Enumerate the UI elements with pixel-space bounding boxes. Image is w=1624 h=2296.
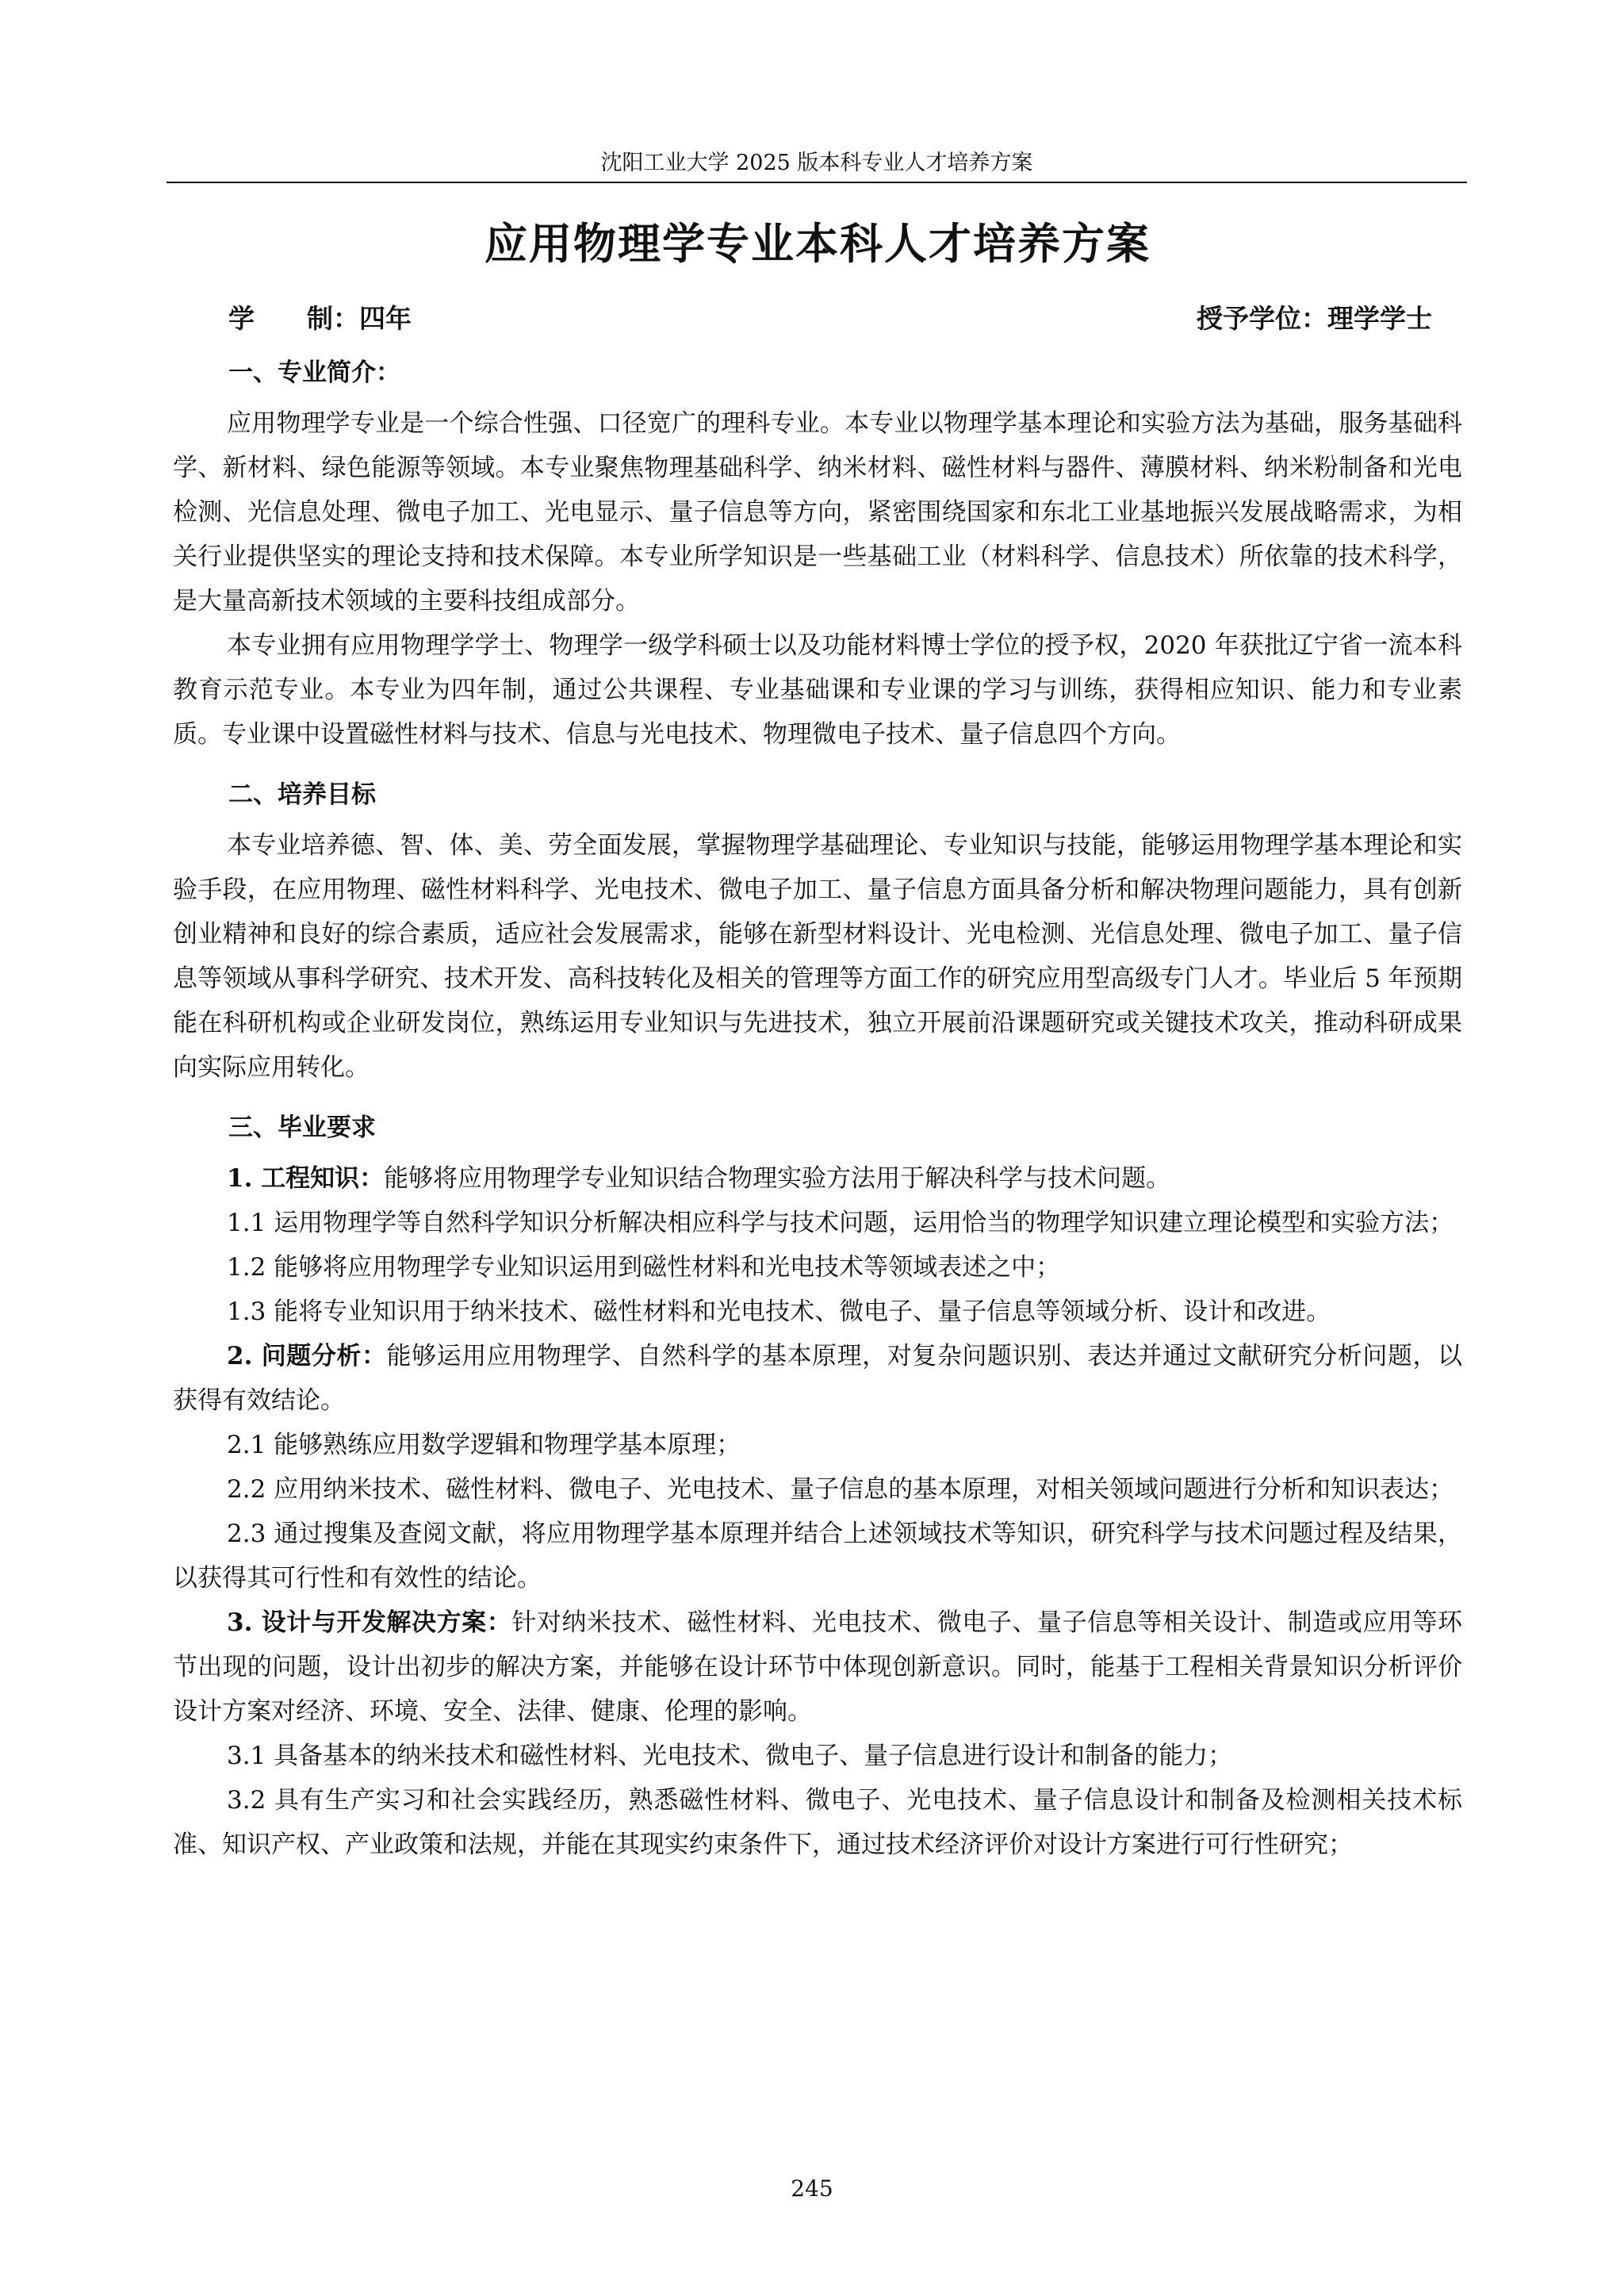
requirement-1-title: 1. 工程知识：	[227, 1164, 385, 1193]
page-content	[173, 208, 1462, 1867]
requirement-2-2: 2.2 应用纳米技术、磁性材料、微电子、光电技术、量子信息的基本原理，对相关领域问题进行分析和知识表达；	[227, 1475, 1454, 1504]
requirement-1-text: 能够将应用物理学专业知识结合物理实验方法用于解决科学与技术问题。	[384, 1164, 1171, 1193]
requirement-2	[173, 1334, 1462, 1423]
requirement-2-1: 2.1 能够熟练应用数学逻辑和物理学基本原理；	[227, 1431, 741, 1459]
spacer	[173, 757, 1462, 768]
intro-paragraph-1: 应用物理学专业是一个综合性强、口径宽广的理科专业。本专业以物理学基本理论和实验方法为基础，服务基础科学、新材料、绿色能源等领域。本专业聚焦物理基础科学、纳米材料、磁性材料与器件、薄膜材料、纳米粉制备和光电检测、光信息处理、微电子加工、光电显示、量子信息等方向，紧密围绕国家和东北工业基地振兴发展战略需求，为相关行业提供坚实的理论支持和技术保障。本专业所学知识是一些基础工业（材料科学、信息技术）所依靠的技术科学，是大量高新技术领域的主要科技组成部分。	[173, 409, 1462, 615]
page-title: 应用物理学专业本科人才培养方案	[485, 218, 1151, 269]
page-number: 245	[791, 2175, 833, 2202]
section-heading-goals: 二、培养目标	[228, 780, 376, 809]
program-meta	[173, 295, 1462, 343]
duration-label: 学 制：四年	[228, 303, 412, 334]
requirement-1-1: 1.1 运用物理学等自然科学知识分析解决相应科学与技术问题，运用恰当的物理学知识建立理论模型和实验方法；	[227, 1209, 1454, 1237]
spacer	[173, 1090, 1462, 1101]
requirement-1	[173, 1156, 1462, 1201]
requirement-2-title: 2. 问题分析：	[227, 1342, 387, 1370]
requirement-1-2: 1.2 能够将应用物理学专业知识运用到磁性材料和光电技术等领域表述之中；	[227, 1253, 1061, 1282]
intro-paragraph-2: 本专业拥有应用物理学学士、物理学一级学科硕士以及功能材料博士学位的授予权，2020 年获批辽宁省一流本科教育示范专业。本专业为四年制，通过公共课程、专业基础课和专业课的学习与训练，获得相应知识、能力和专业素质。专业课中设置磁性材料与技术、信息与光电技术、物理微电子技术、量子信息四个方向。	[173, 631, 1462, 749]
requirement-3-2: 3.2 具有生产实习和社会实践经历，熟悉磁性材料、微电子、光电技术、量子信息设计和制备及检测相关技术标准、知识产权、产业政策和法规，并能在其现实约束条件下，通过技术经济评价对设计方案进行可行性研究；	[173, 1786, 1462, 1859]
requirement-1-3: 1.3 能将专业知识用于纳米技术、磁性材料和光电技术、微电子、量子信息等领域分析、设计和改进。	[227, 1297, 1331, 1326]
requirement-2-text: 能够运用应用物理学、自然科学的基本原理，对复杂问题识别、表达并通过文献研究分析问题，以获得有效结论。	[173, 1342, 1462, 1415]
goals-paragraph: 本专业培养德、智、体、美、劳全面发展，掌握物理学基础理论、专业知识与技能，能够运用物理学基本理论和实验手段，在应用物理、磁性材料科学、光电技术、微电子加工、量子信息方面具备分析和解决物理问题能力，具有创新创业精神和良好的综合素质，适应社会发展需求，能够在新型材料设计、光电检测、光信息处理、微电子加工、量子信息等领域从事科学研究、技术开发、高科技转化及相关的管理等方面工作的研究应用型高级专门人才。毕业后 5 年预期能在科研机构或企业研发岗位，熟练运用专业知识与先进技术，独立开展前沿课题研究或关键技术攻关，推动科研成果向实际应用转化。	[173, 831, 1462, 1082]
degree-label: 授予学位：理学学士	[1197, 303, 1432, 334]
requirement-3	[173, 1600, 1462, 1734]
header-rule	[167, 182, 1467, 183]
section-heading-requirements: 三、毕业要求	[228, 1114, 376, 1142]
requirement-3-title: 3. 设计与开发解决方案：	[227, 1608, 512, 1637]
requirement-3-text: 针对纳米技术、磁性材料、光电技术、微电子、量子信息等相关设计、制造或应用等环节出现的问题，设计出初步的解决方案，并能够在设计环节中体现创新意识。同时，能基于工程相关背景知识分析评价设计方案对经济、环境、安全、法律、健康、伦理的影响。	[173, 1608, 1463, 1726]
requirement-3-1: 3.1 具备基本的纳米技术和磁性材料、光电技术、微电子、量子信息进行设计和制备的能力；	[227, 1742, 1233, 1770]
running-header: 沈阳工业大学 2025 版本科专业人才培养方案	[600, 151, 1033, 175]
section-heading-intro: 一、专业简介：	[228, 358, 400, 387]
requirement-2-3: 2.3 通过搜集及查阅文献，将应用物理学基本原理并结合上述领域技术等知识，研究科学与技术问题过程及结果，以获得其可行性和有效性的结论。	[173, 1520, 1462, 1593]
